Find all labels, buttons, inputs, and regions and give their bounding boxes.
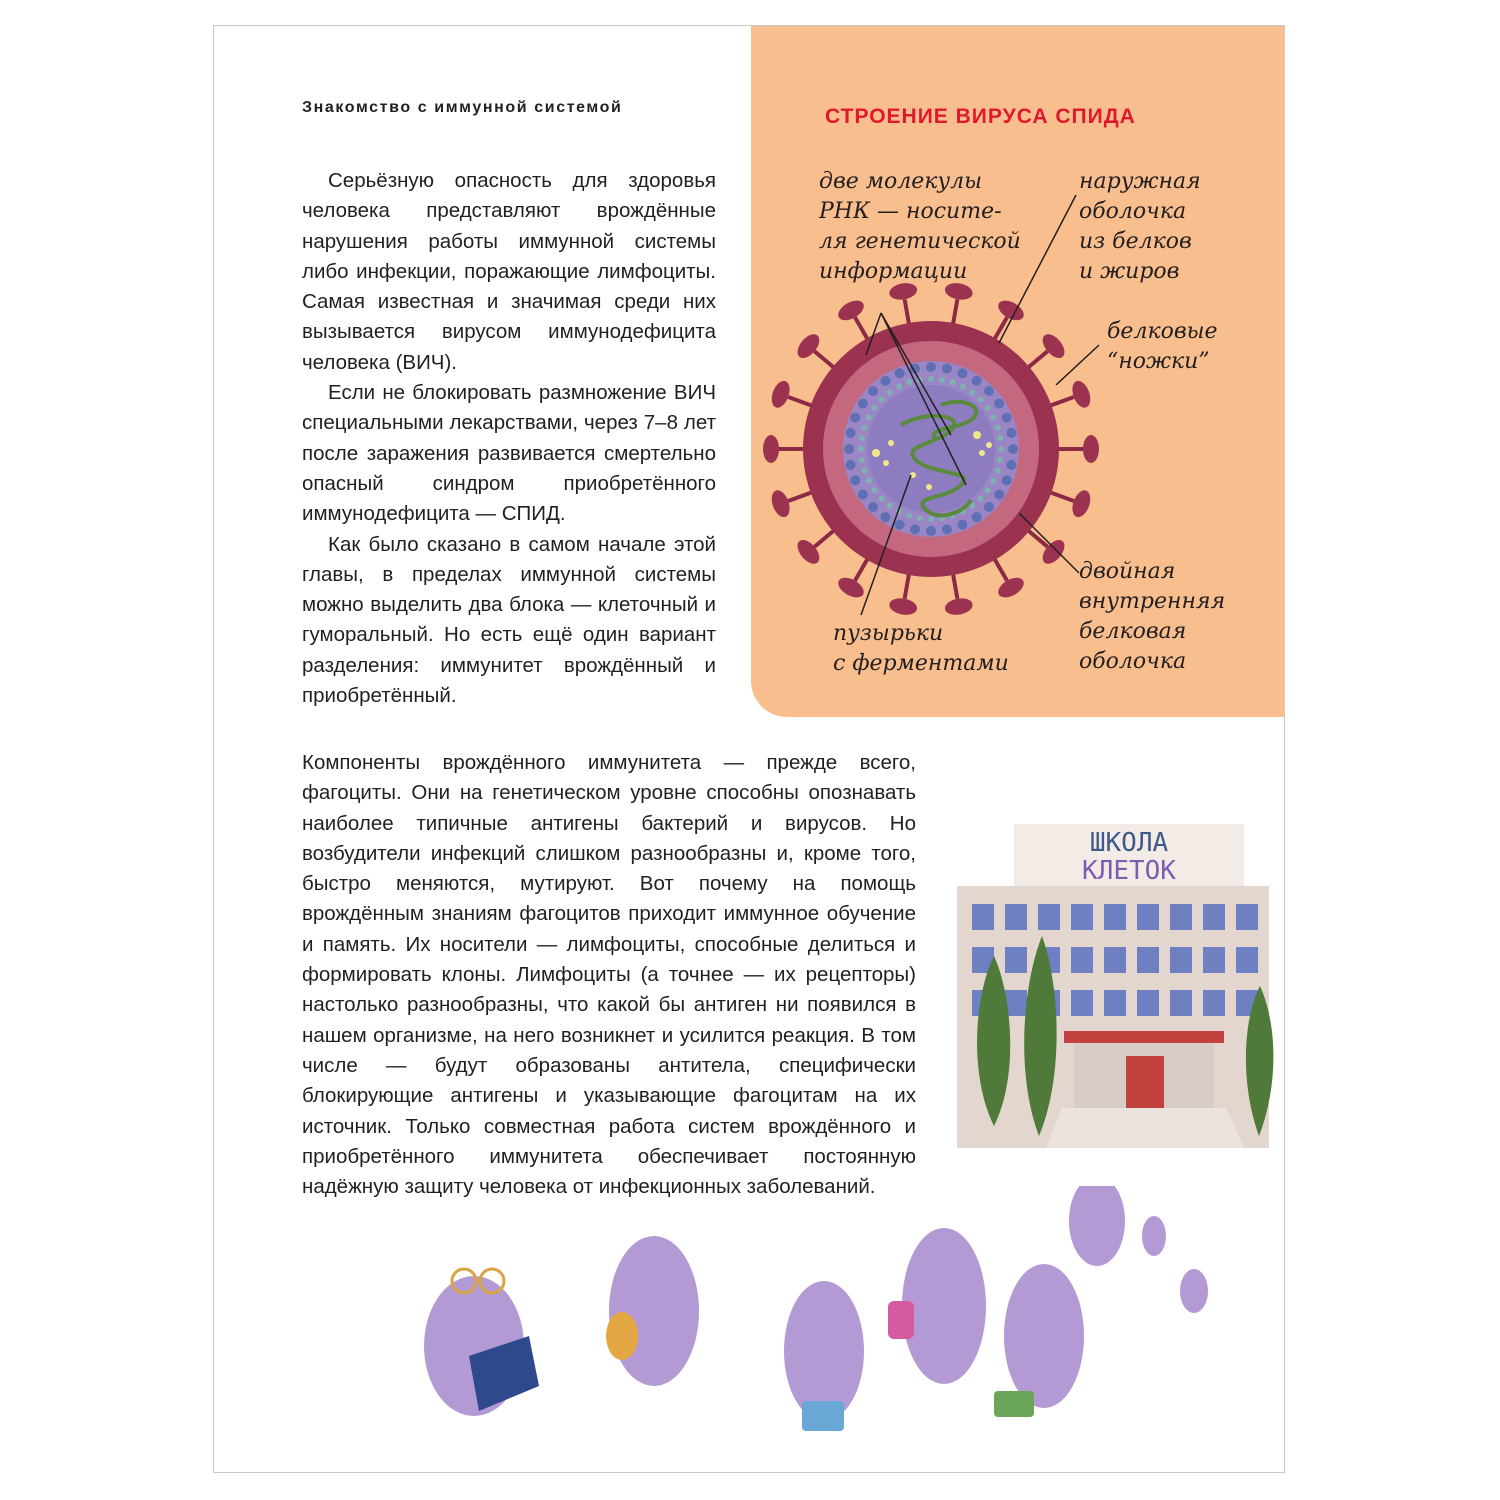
school-window [1170, 904, 1192, 930]
enzyme-vesicle [986, 442, 992, 448]
label-outer-envelope: наружная оболочка из белков и жиров [1079, 169, 1201, 284]
shell-bead [871, 487, 877, 493]
shell-bead [939, 377, 945, 383]
spike-head [1069, 488, 1094, 520]
spike-head [995, 574, 1027, 602]
shell-bead [880, 376, 890, 386]
shell-bead [998, 446, 1004, 452]
shell-bead [846, 460, 856, 470]
virus-info-box [751, 25, 1285, 717]
text-column-narrow [302, 166, 716, 711]
school-window [1104, 904, 1126, 930]
shell-bead [950, 379, 956, 385]
school-window [1071, 904, 1093, 930]
school-window [1137, 947, 1159, 973]
label-rna: две молекулы РНК — носите- ля генетической информации [819, 169, 1021, 284]
spike-head [888, 596, 918, 617]
lymphocyte-cell [1142, 1216, 1166, 1256]
shell-bead [906, 513, 912, 519]
shell-bead [859, 457, 865, 463]
virus-core [867, 385, 995, 513]
enzyme-vesicle [872, 449, 880, 457]
paragraph: Компоненты врождённого иммунитета — прежде всего, фагоциты. Они на генетическом уровне способны опознавать наиболее типичные антигены бактерий и вирусов. Но возбудители инфекций слишком разнообразны и, кроме того, быстро меняются, мутируют. Вот почему на помощь врождённым знаниям фагоцитов приходит иммунное обучение и память. Их носители — лимфоциты, способные делиться и формировать клоны. Лимфоциты (а точнее — их рецепторы) настолько разнообразны, что какой бы антиген ни появился в нашем организме, на него возникнет и усилится реакция. В том числе — будут образованы антитела, специфически блокирующие антигены и указывающие фагоцитам на их источник. Только совместная работа систем врождённого и приобретённого иммунитета обеспечивает постоянную надёжную защиту человека от инфекционных заболеваний. [302, 751, 916, 1199]
shell-bead [969, 389, 975, 395]
shell-bead [1006, 428, 1016, 438]
shell-bead [995, 424, 1001, 430]
school-window [1170, 990, 1192, 1016]
lymphocyte-cell [1180, 1269, 1208, 1313]
school-window [1038, 904, 1060, 930]
shell-bead [895, 368, 905, 378]
shell-bead [990, 478, 996, 484]
running-head: Знакомство с иммунной системой [302, 99, 623, 116]
shell-bead [846, 428, 856, 438]
shell-bead [994, 398, 1004, 408]
box-title: СТРОЕНИЕ ВИРУСА СПИДА [825, 105, 1136, 128]
shell-bead [895, 520, 905, 530]
school-windows [972, 904, 1258, 1016]
shell-bead [997, 457, 1003, 463]
spike-head [1083, 435, 1099, 463]
shell-bead [942, 364, 952, 374]
school-window [972, 904, 994, 930]
enzyme-vesicle [926, 484, 932, 490]
spike-head [1069, 378, 1094, 410]
entrance-roof [1064, 1031, 1224, 1043]
school-window [1104, 990, 1126, 1016]
shell-bead [879, 495, 885, 501]
book-page [213, 25, 1285, 1473]
shell-bead [990, 414, 996, 420]
school-window [1170, 947, 1192, 973]
backpack-icon [606, 1312, 638, 1360]
shell-bead [866, 414, 872, 420]
school-window [1203, 904, 1225, 930]
spike-head [768, 378, 793, 410]
shell-bead [887, 389, 893, 395]
shell-bead [972, 512, 982, 522]
shell-bead [859, 435, 865, 441]
shell-bead [957, 520, 967, 530]
shell-bead [917, 515, 923, 521]
entrance-stairs [1046, 1108, 1244, 1148]
shell-bead [994, 490, 1004, 500]
shell-bead [926, 526, 936, 536]
paragraph: Если не блокировать размножение ВИЧ специальными лекарствами, через 7–8 лет после заражения развивается смертельно опасный синдром приобретённого иммунодефицита — СПИД. [302, 381, 716, 526]
enzyme-vesicle [973, 431, 981, 439]
shell-bead [850, 475, 860, 485]
spike-head [763, 435, 779, 463]
shell-bead [887, 503, 893, 509]
shell-bead [957, 368, 967, 378]
lymphocyte-cell [1069, 1186, 1125, 1266]
shell-bead [910, 524, 920, 534]
school-window [1203, 947, 1225, 973]
shell-bead [942, 524, 952, 534]
shell-bead [858, 490, 868, 500]
shell-bead [928, 516, 934, 522]
school-window [1104, 947, 1126, 973]
enzyme-vesicle [888, 440, 894, 446]
school-window [1137, 904, 1159, 930]
school-window [1137, 990, 1159, 1016]
school-window [1005, 904, 1027, 930]
shell-bead [858, 398, 868, 408]
paragraph: Серьёзную опасность для здоровья человека представляют врождённые нарушения работы иммунной системы либо инфекции, поражающие лимфоциты. Самая известная и значимая среди них вызывается вирусом иммунодефицита человека (ВИЧ). [302, 169, 716, 374]
pointer-line [1019, 513, 1079, 573]
backpack-icon [888, 1301, 914, 1339]
label-inner-shell: двойная внутренняя белковая оболочка [1079, 559, 1226, 674]
shell-bead [960, 384, 966, 390]
shell-bead [1002, 475, 1012, 485]
shell-bead [861, 468, 867, 474]
shell-bead [844, 444, 854, 454]
shell-bead [896, 384, 902, 390]
label-vesicles: пузырьки с ферментами [833, 621, 1009, 676]
shell-bead [995, 468, 1001, 474]
shell-bead [977, 397, 983, 403]
school-window [1236, 904, 1258, 930]
lymphocyte-cell [902, 1228, 986, 1384]
shell-bead [866, 478, 872, 484]
bag-icon [994, 1391, 1034, 1417]
shell-bead [871, 405, 877, 411]
sign-text-cells: КЛЕТОК [1082, 856, 1176, 886]
shell-bead [850, 413, 860, 423]
school-window [1005, 947, 1027, 973]
shell-bead [984, 502, 994, 512]
school-illustration [954, 816, 1284, 1156]
lymphocyte-cell [1004, 1264, 1084, 1408]
school-window [1005, 990, 1027, 1016]
shell-bead [984, 386, 994, 396]
shell-bead [868, 502, 878, 512]
school-window [1203, 990, 1225, 1016]
school-window [1236, 947, 1258, 973]
label-protein-legs: белковые “ножки” [1107, 319, 1218, 374]
shell-bead [868, 386, 878, 396]
school-door [1126, 1056, 1164, 1108]
school-window [1071, 947, 1093, 973]
shell-bead [985, 487, 991, 493]
shell-bead [858, 446, 864, 452]
shell-bead [985, 405, 991, 411]
lymphocyte-cell [784, 1281, 864, 1421]
paragraph: Как было сказано в самом начале этой главы, в пределах иммунной системы можно выделить два блока — клеточный и гуморальный. Но есть ещё один вариант разделения: иммунитет врождённый и приобретённый. [302, 532, 716, 708]
lymphocyte-cell [609, 1236, 699, 1386]
shell-bead [1006, 460, 1016, 470]
shell-bead [972, 376, 982, 386]
shell-bead [997, 435, 1003, 441]
sign-text-school: ШКОЛА [1089, 828, 1169, 858]
shell-bead [906, 379, 912, 385]
text-column-wide [302, 748, 916, 1202]
enzyme-vesicle [883, 460, 889, 466]
spike-head [768, 488, 793, 520]
spike-head [835, 574, 867, 602]
shell-bead [880, 512, 890, 522]
enzyme-vesicle [979, 450, 985, 456]
shell-bead [977, 495, 983, 501]
school-window [1071, 990, 1093, 1016]
spike-head [944, 596, 974, 617]
shell-bead [928, 376, 934, 382]
lymphocyte-cells-illustration [354, 1186, 1214, 1466]
shell-bead [861, 424, 867, 430]
bag-icon [802, 1401, 844, 1431]
spike-head [835, 297, 867, 325]
shell-bead [1008, 444, 1018, 454]
shell-bead [879, 397, 885, 403]
shell-bead [1002, 413, 1012, 423]
shell-bead [926, 362, 936, 372]
